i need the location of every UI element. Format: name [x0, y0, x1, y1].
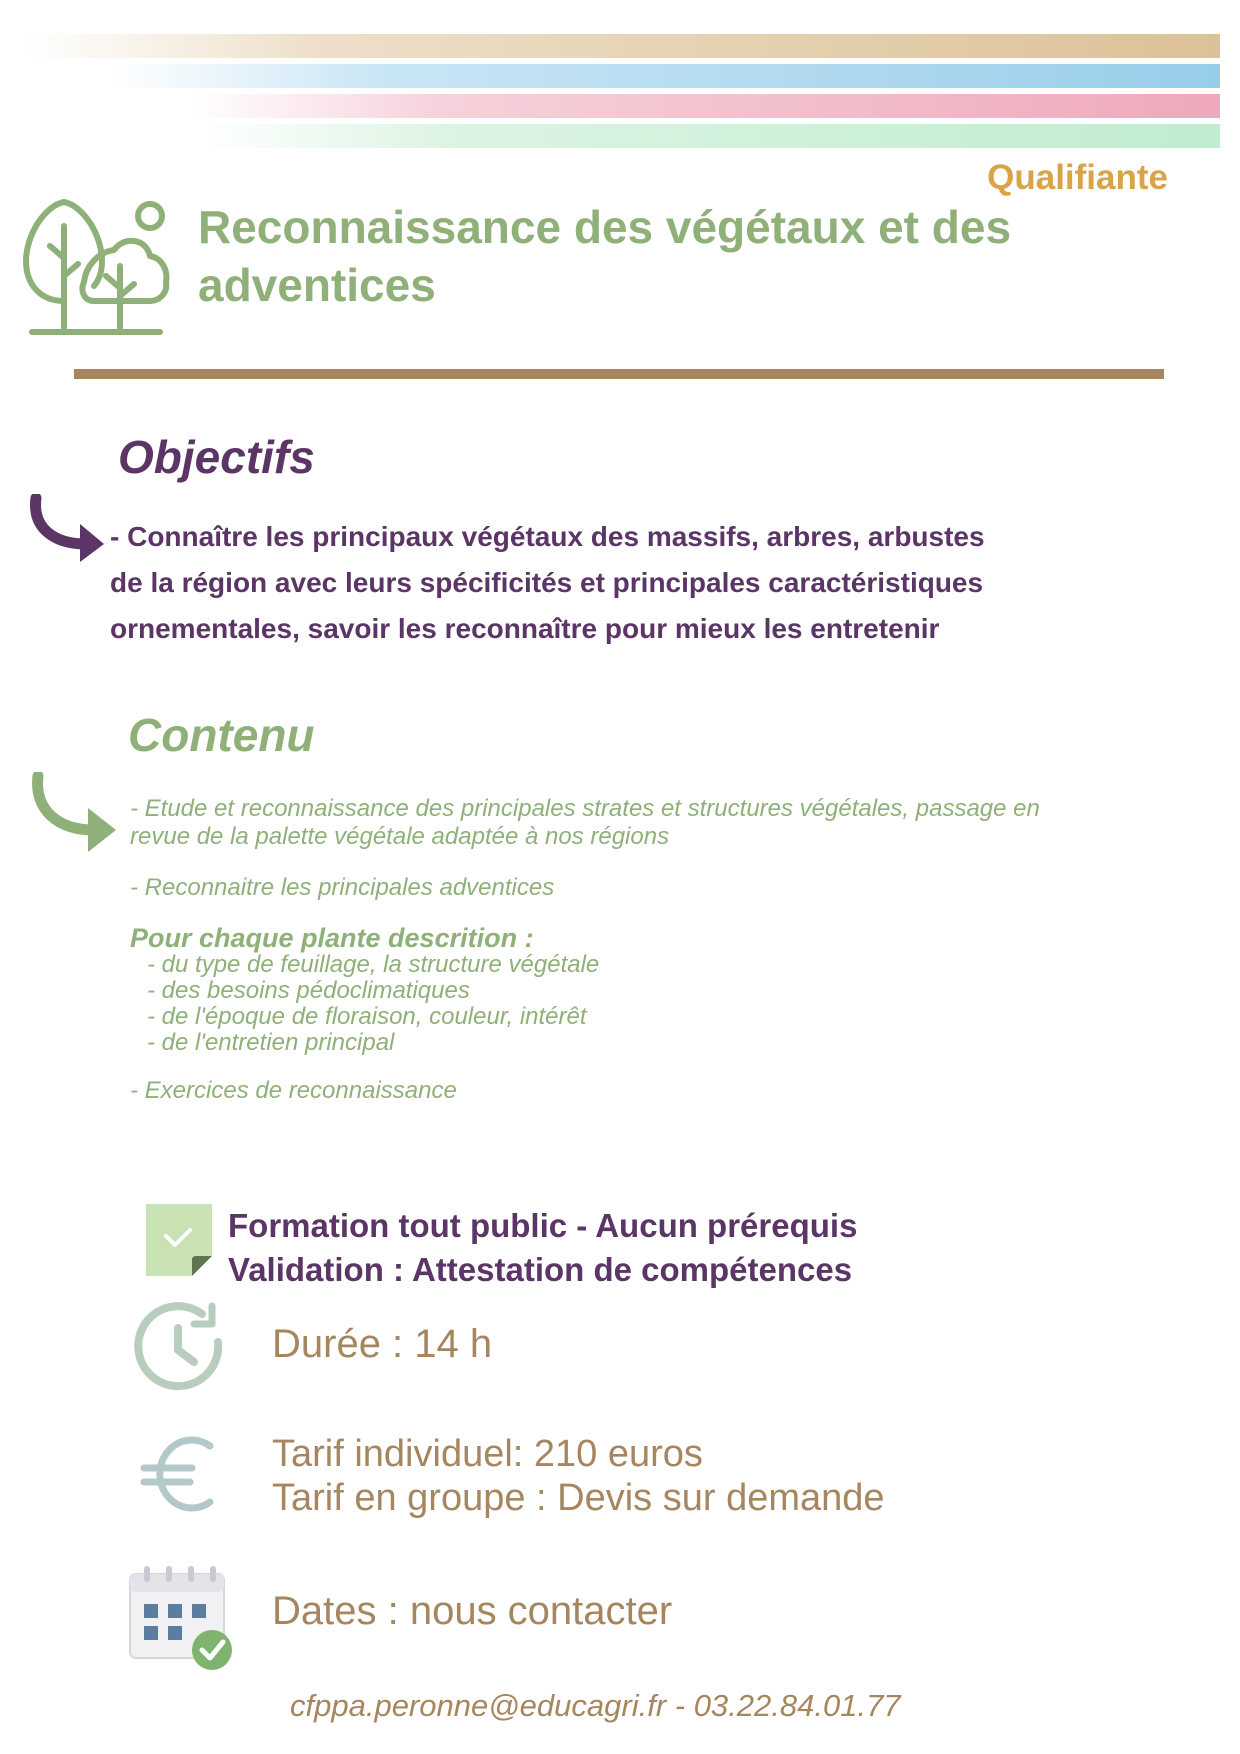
list-item: - du type de feuillage, la structure végétale	[147, 951, 600, 978]
contenu-heading: Contenu	[128, 709, 315, 761]
duree-text: Durée : 14 h	[272, 1322, 493, 1366]
qualifiante-badge: Qualifiante	[987, 158, 1168, 197]
title-divider	[74, 369, 1164, 379]
public-text: Formation tout public - Aucun prérequis	[228, 1207, 858, 1244]
banner-stripe-green	[200, 124, 1220, 148]
objectifs-line-1: - Connaître les principaux végétaux des massifs, arbres, arbustes	[110, 521, 985, 552]
title-line-1: Reconnaissance des végétaux et des	[198, 201, 1012, 253]
objectifs-arrow-icon	[30, 494, 110, 564]
checklist-note-icon	[146, 1204, 212, 1276]
list-item: - de l'entretien principal	[147, 1029, 395, 1056]
page-title	[198, 198, 1098, 314]
contenu-item-2: - Reconnaitre les principales adventices	[130, 874, 555, 901]
contenu-item-1	[130, 795, 1110, 851]
list-item: - des besoins pédoclimatiques	[147, 977, 470, 1004]
list-item: - de l'époque de floraison, couleur, intérêt	[147, 1003, 587, 1030]
public-validation-info	[228, 1204, 857, 1292]
banner-stripe-pink	[190, 94, 1220, 118]
objectifs-text	[110, 514, 1110, 652]
calendar-icon	[128, 1562, 238, 1672]
contenu-sub-list	[147, 952, 599, 1056]
dates-text: Dates : nous contacter	[272, 1589, 673, 1633]
clock-icon	[132, 1300, 228, 1396]
objectifs-heading: Objectifs	[118, 431, 315, 483]
contenu-item-3: - Exercices de reconnaissance	[130, 1077, 457, 1104]
euro-icon	[140, 1432, 220, 1516]
title-line-2: adventices	[198, 259, 436, 311]
objectifs-line-3: ornementales, savoir les reconnaître pour mieux les entretenir	[110, 613, 940, 644]
tarif-individuel-text: Tarif individuel: 210 euros	[272, 1433, 703, 1475]
contenu-item-1-line-2: revue de la palette végétale adaptée à nos régions	[130, 823, 670, 850]
contenu-subheading: Pour chaque plante descrition :	[130, 923, 534, 953]
tarif-groupe-text: Tarif en groupe : Devis sur demande	[272, 1477, 885, 1519]
contact-info: cfppa.peronne@educagri.fr - 03.22.84.01.77	[290, 1688, 901, 1723]
contenu-item-1-line-1: - Etude et reconnaissance des principales strates et structures végétales, passage en	[130, 795, 1040, 822]
objectifs-line-2: de la région avec leurs spécificités et principales caractéristiques	[110, 567, 984, 598]
contenu-arrow-icon	[32, 772, 122, 852]
banner-stripe-beige	[26, 34, 1220, 58]
banner-stripe-blue	[110, 64, 1220, 88]
trees-icon	[22, 196, 172, 346]
validation-text: Validation : Attestation de compétences	[228, 1251, 853, 1288]
